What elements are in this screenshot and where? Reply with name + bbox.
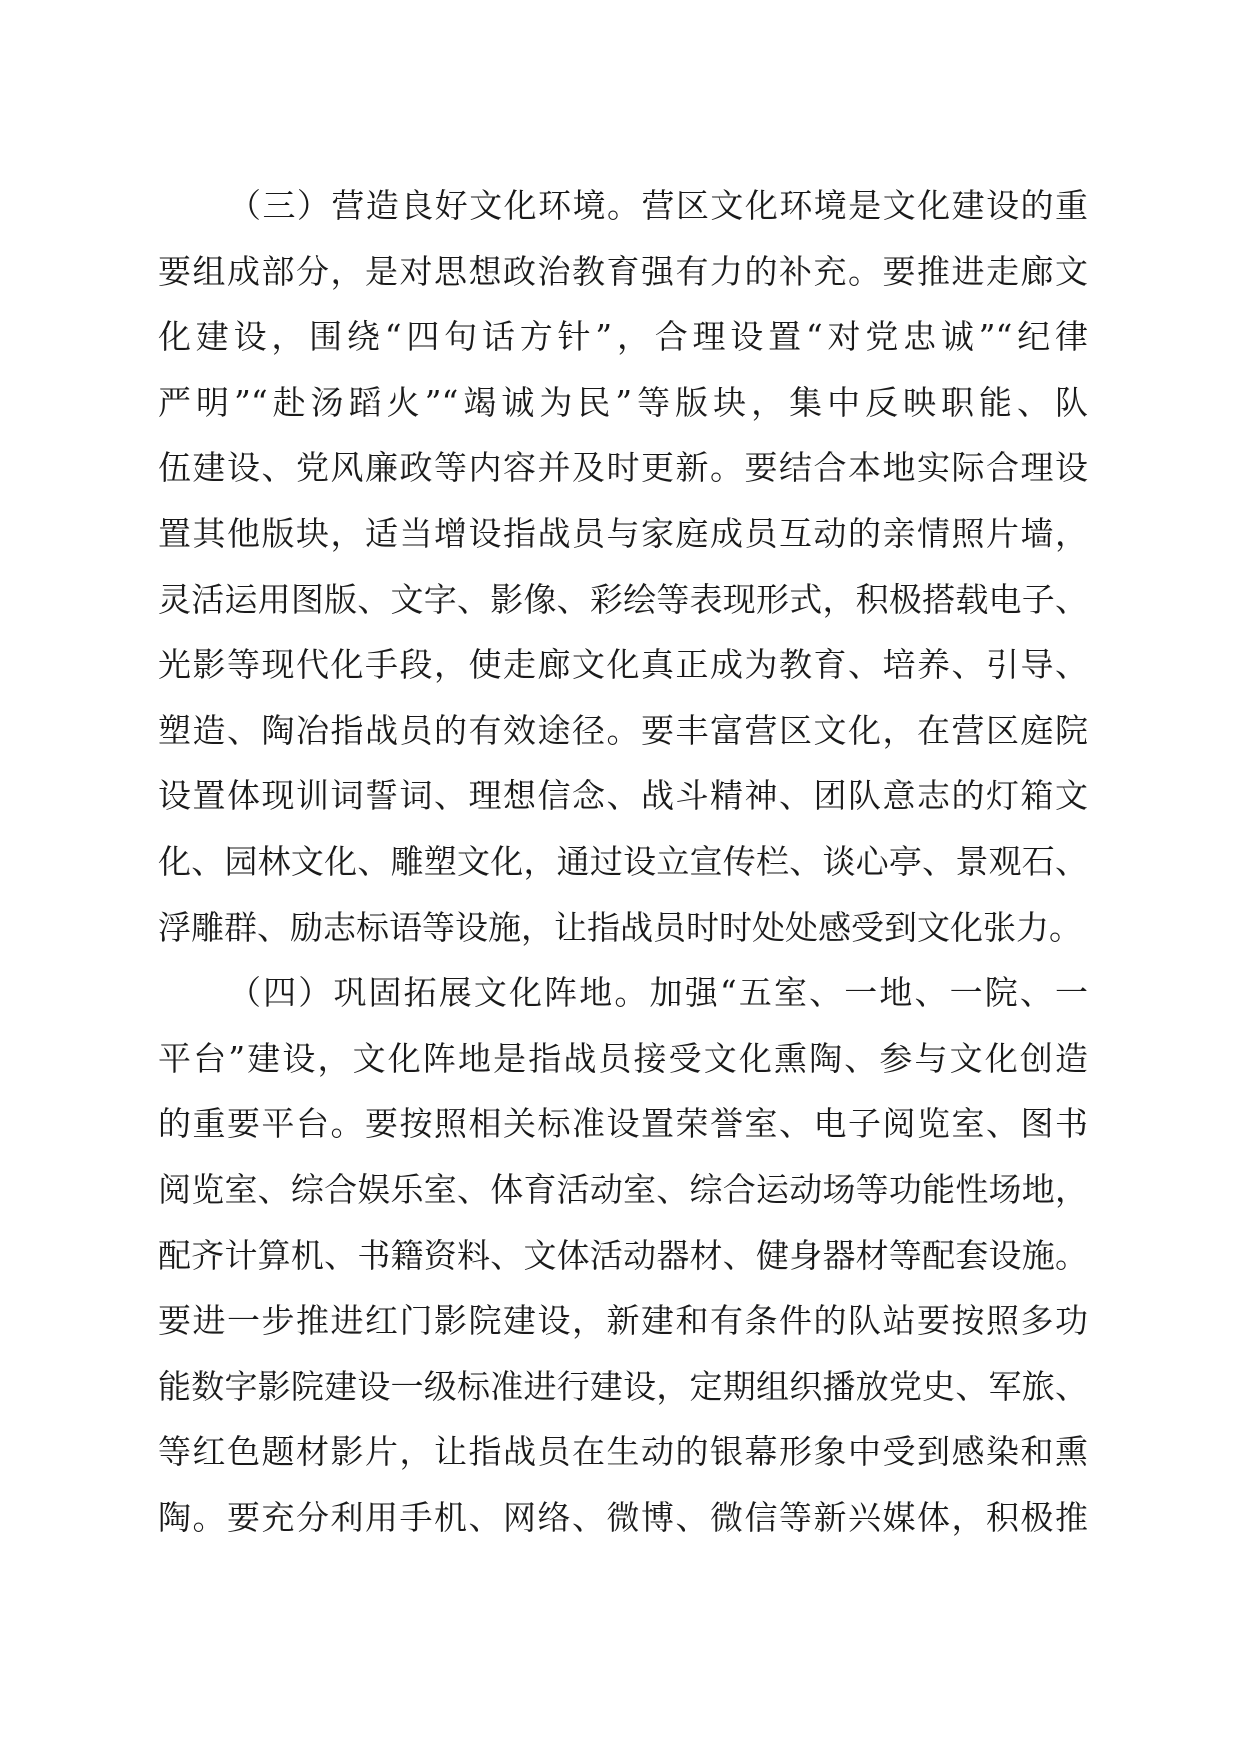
paragraph-4-line-5: 配齐计算机、书籍资料、文体活动器材、健身器材等配套设施。 [158, 1235, 1088, 1275]
paragraph-3-line-8: 光影等现代化手段，使走廊文化真正成为教育、培养、引导、 [158, 645, 1088, 685]
paragraph-3-line-9: 塑造、陶冶指战员的有效途径。要丰富营区文化，在营区庭院 [158, 710, 1088, 750]
paragraph-3-line-12: 浮雕群、励志标语等设施，让指战员时时处处感受到文化张力。 [158, 907, 1082, 947]
paragraph-3-line-5: 伍建设、党风廉政等内容并及时更新。要结合本地实际合理设 [158, 448, 1088, 488]
paragraph-4-line-8: 等红色题材影片，让指战员在生动的银幕形象中受到感染和熏 [158, 1432, 1088, 1472]
paragraph-4-line-2: 平台”建设，文化阵地是指战员接受文化熏陶、参与文化创造 [158, 1038, 1088, 1078]
paragraph-4-line-4: 阅览室、综合娱乐室、体育活动室、综合运动场等功能性场地， [158, 1169, 1088, 1209]
paragraph-4-line-6: 要进一步推进红门影院建设，新建和有条件的队站要按照多功 [158, 1301, 1088, 1341]
paragraph-4-line-3: 的重要平台。要按照相关标准设置荣誉室、电子阅览室、图书 [158, 1104, 1088, 1144]
paragraph-3-line-7: 灵活运用图版、文字、影像、彩绘等表现形式，积极搭载电子、 [158, 579, 1088, 619]
body-text [158, 183, 1088, 1560]
paragraph-3-line-11: 化、园林文化、雕塑文化，通过设立宣传栏、谈心亭、景观石、 [158, 841, 1088, 881]
paragraph-3-line-6: 置其他版块，适当增设指战员与家庭成员互动的亲情照片墙， [158, 513, 1088, 553]
paragraph-3-line-4: 严明”“赴汤蹈火”“竭诚为民”等版块，集中反映职能、队 [158, 382, 1088, 422]
paragraph-3-line-10: 设置体现训词誓词、理想信念、战斗精神、团队意志的灯箱文 [158, 776, 1088, 816]
paragraph-4-line-7: 能数字影院建设一级标准进行建设，定期组织播放党史、军旅、 [158, 1366, 1088, 1406]
paragraph-4-line-1: （四）巩固拓展文化阵地。加强“五室、一地、一院、一 [228, 973, 1088, 1013]
paragraph-3-line-1: （三）营造良好文化环境。营区文化环境是文化建设的重 [228, 186, 1088, 225]
paragraph-3-line-2: 要组成部分，是对思想政治教育强有力的补充。要推进走廊文 [158, 251, 1088, 291]
paragraph-4-line-9: 陶。要充分利用手机、网络、微博、微信等新兴媒体，积极推 [158, 1497, 1088, 1537]
paragraph-3-line-3: 化建设，围绕“四句话方针”，合理设置“对党忠诚”“纪律 [158, 317, 1088, 357]
